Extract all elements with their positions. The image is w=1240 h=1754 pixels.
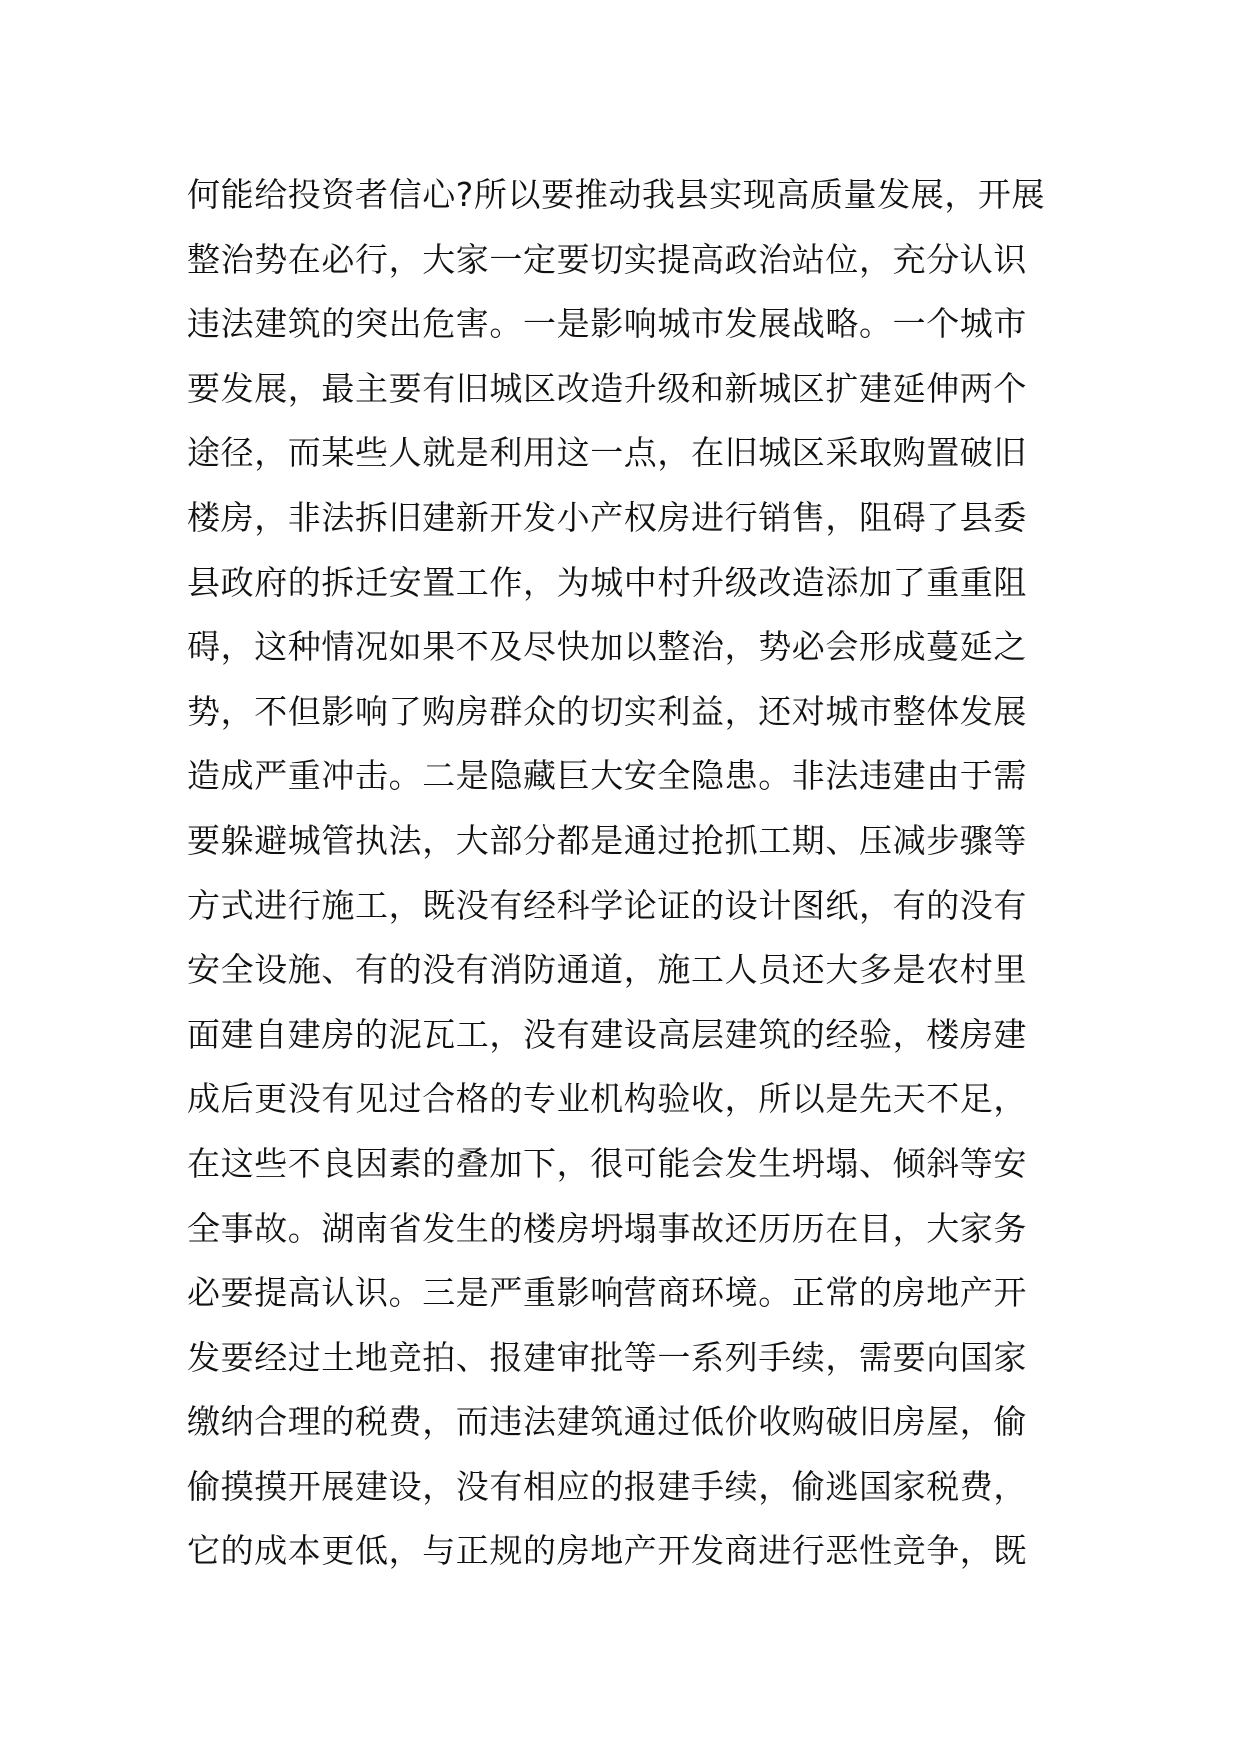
text-line: 全事故。湖南省发生的楼房坍塌事故还历历在目，大家务 (187, 1208, 1027, 1248)
text-line: 成后更没有见过合格的专业机构验收，所以是先天不足， (187, 1079, 1027, 1119)
text-line: 发要经过土地竞拍、报建审批等一系列手续，需要向国家 (187, 1337, 1027, 1377)
body-text (187, 163, 1067, 1584)
text-line: 势，不但影响了购房群众的切实利益，还对城市整体发展 (187, 691, 1027, 731)
text-line: 途径，而某些人就是利用这一点，在旧城区采取购置破旧 (187, 433, 1027, 473)
text-line: 违法建筑的突出危害。一是影响城市发展战略。一个城市 (187, 304, 1027, 344)
text-line: 造成严重冲击。二是隐藏巨大安全隐患。非法违建由于需 (187, 756, 1027, 796)
text-line: 要躲避城管执法，大部分都是通过抢抓工期、压减步骤等 (187, 820, 1027, 860)
text-line: 碍，这种情况如果不及尽快加以整治，势必会形成蔓延之 (187, 627, 1027, 667)
text-line: 何能给投资者信心?所以要推动我县实现高质量发展，开展 (187, 175, 1046, 214)
text-line: 偷摸摸开展建设，没有相应的报建手续，偷逃国家税费， (187, 1466, 1027, 1506)
text-line: 方式进行施工，既没有经科学论证的设计图纸，有的没有 (187, 885, 1027, 925)
text-line: 整治势在必行，大家一定要切实提高政治站位，充分认识 (187, 239, 1027, 279)
text-line: 在这些不良因素的叠加下，很可能会发生坍塌、倾斜等安 (187, 1143, 1027, 1183)
text-line: 面建自建房的泥瓦工，没有建设高层建筑的经验，楼房建 (187, 1014, 1027, 1054)
text-line: 必要提高认识。三是严重影响营商环境。正常的房地产开 (187, 1273, 1027, 1313)
text-line: 县政府的拆迁安置工作，为城中村升级改造添加了重重阻 (187, 562, 1027, 602)
text-line: 楼房，非法拆旧建新开发小产权房进行销售，阻碍了县委 (187, 497, 1027, 537)
text-line: 缴纳合理的税费，而违法建筑通过低价收购破旧房屋，偷 (187, 1402, 1027, 1442)
text-line: 它的成本更低，与正规的房地产开发商进行恶性竞争，既 (187, 1531, 1027, 1571)
text-line: 安全设施、有的没有消防通道，施工人员还大多是农村里 (187, 950, 1027, 990)
text-line: 要发展，最主要有旧城区改造升级和新城区扩建延伸两个 (187, 368, 1027, 408)
